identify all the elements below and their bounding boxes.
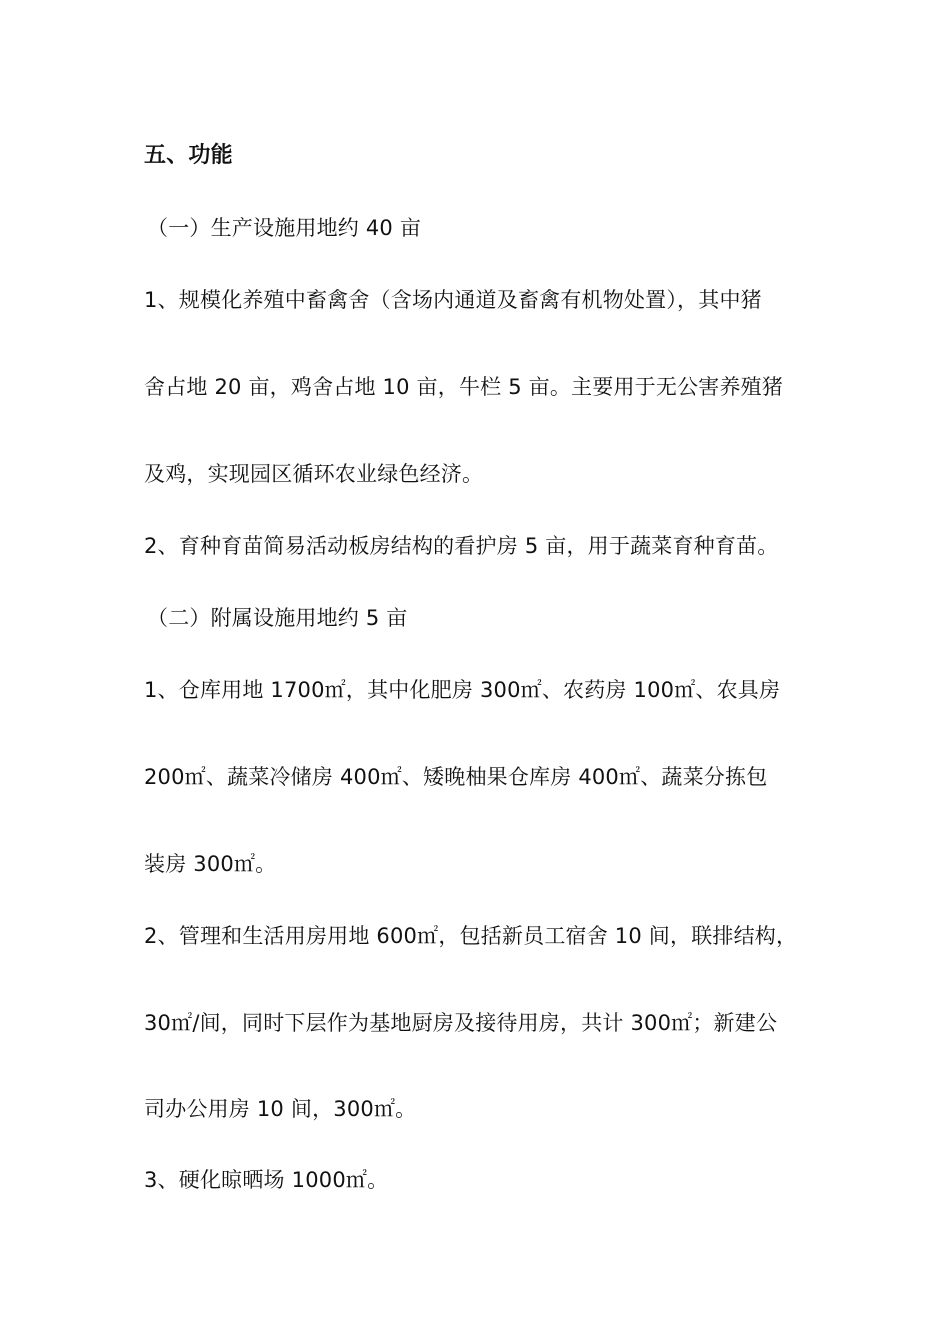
paragraph-line: 200㎡、蔬菜冷储房 400㎡、矮晚柚果仓库房 400㎡、蔬菜分拣包 bbox=[144, 765, 768, 789]
paragraph-line: 3、硬化晾晒场 1000㎡。 bbox=[144, 1168, 389, 1192]
subsection-ancillary-facilities: （二）附属设施用地约 5 亩 bbox=[147, 606, 408, 630]
paragraph-line: 及鸡，实现园区循环农业绿色经济。 bbox=[144, 462, 484, 486]
paragraph-line: 2、育种育苗简易活动板房结构的看护房 5 亩，用于蔬菜育种育苗。 bbox=[144, 534, 779, 558]
paragraph-line: 舍占地 20 亩，鸡舍占地 10 亩，牛栏 5 亩。主要用于无公害养殖猪 bbox=[144, 375, 784, 399]
paragraph-line: 装房 300㎡。 bbox=[144, 852, 277, 876]
paragraph-line: 1、仓库用地 1700㎡，其中化肥房 300㎡、农药房 100㎡、农具房 bbox=[144, 678, 781, 702]
paragraph-line: 1、规模化养殖中畜禽舍（含场内通道及畜禽有机物处置），其中猪 bbox=[144, 288, 762, 312]
paragraph-line: 司办公用房 10 间，300㎡。 bbox=[144, 1097, 417, 1121]
paragraph-line: 30㎡/间，同时下层作为基地厨房及接待用房，共计 300㎡；新建公 bbox=[144, 1011, 778, 1035]
subsection-production-facilities: （一）生产设施用地约 40 亩 bbox=[147, 216, 422, 240]
paragraph-line: 2、管理和生活用房用地 600㎡，包括新员工宿舍 10 间，联排结构， bbox=[144, 924, 798, 948]
section-heading: 五、功能 bbox=[144, 143, 233, 168]
